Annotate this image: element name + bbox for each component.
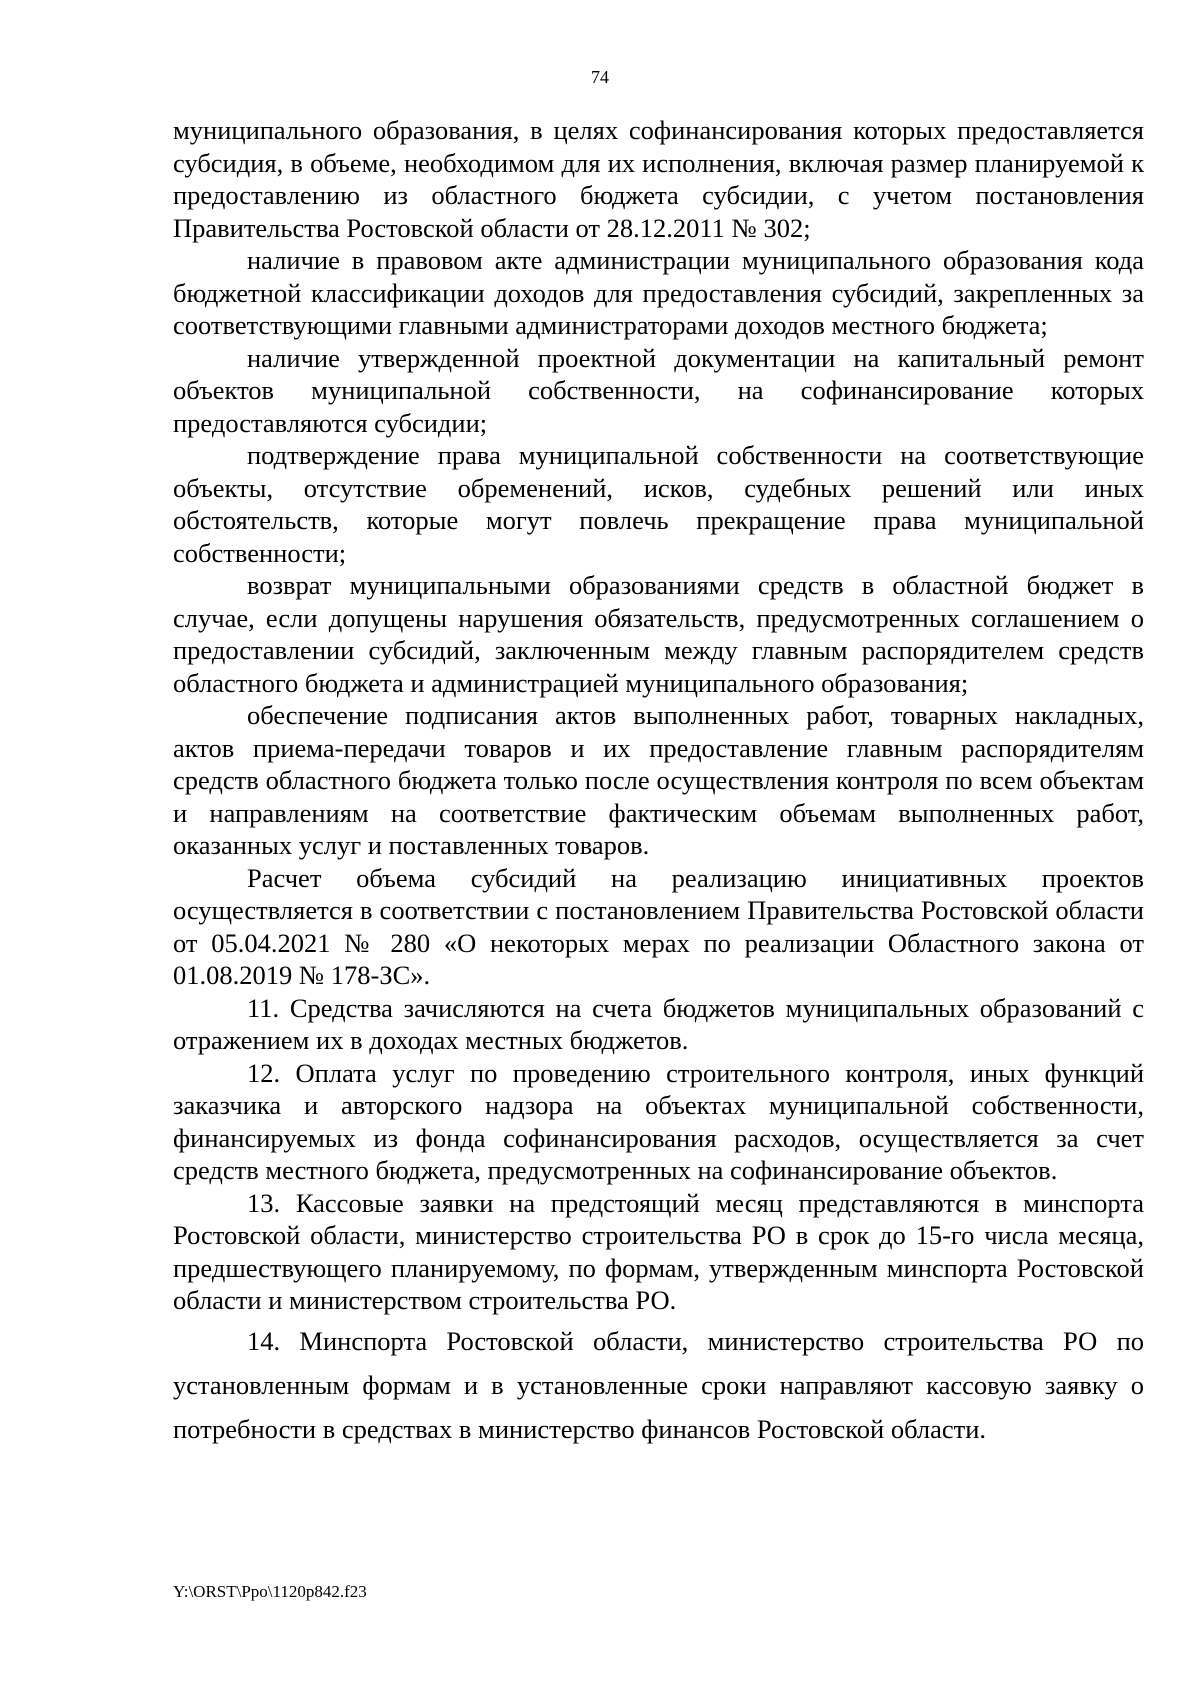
paragraph-continuation: муниципального образования, в целях софинансирования которых предоставляется субсидия, в объеме, необходимом для их исполнения, включая размер планируемой к предоставлению из областного бюджета субсидии, с учетом постановления Правительства Ростовской области от 28.12.2011 № 302; <box>173 115 1144 243</box>
file-path-footer: Y:\ORST\Ppo\1120p842.f23 <box>173 1582 367 1601</box>
paragraph-item-14: 14. Минспорта Ростовской области, министерство строительства РО по установленным формам и в установленные сроки направляют кассовую заявку о потребности в средствах в министерство финансов Ростовской области. <box>173 1325 1144 1444</box>
document-body <box>173 114 1144 1451</box>
paragraph-item-12: 12. Оплата услуг по проведению строительного контроля, иных функций заказчика и авторского надзора на объектах муниципальной собственности, финансируемых из фонда софинансирования расходов, осуществляется за счет средств местного бюджета, предусмотренных на софинансирование объектов. <box>173 1057 1144 1185</box>
paragraph-acts-signing: обеспечение подписания актов выполненных работ, товарных накладных, актов приема-передачи товаров и их предоставление главным распорядителям средств областного бюджета только после осуществления контроля по всем объектам и направлениям на соответствие фактическим объемам выполненных работ, оказанных услуг и поставленных товаров. <box>173 700 1144 860</box>
paragraph-property-rights: подтверждение права муниципальной собственности на соответствующие объекты, отсутствие обременений, исков, судебных решений или иных обстоятельств, которые могут повлечь прекращение права муниципальной собственности; <box>173 440 1144 568</box>
page-number: 74 <box>591 67 609 87</box>
paragraph-legal-act-code: наличие в правовом акте администрации муниципального образования кода бюджетной классификации доходов для предоставления субсидий, закрепленных за соответствующими главными администраторами доходов местного бюджета; <box>173 245 1144 340</box>
paragraph-item-13: 13. Кассовые заявки на предстоящий месяц представляются в минспорта Ростовской области, министерство строительства РО в срок до 15-го числа месяца, предшествующего планируемому, по формам, утвержденным минспорта Ростовской области и министерством строительства РО. <box>173 1187 1144 1315</box>
paragraph-funds-return: возврат муниципальными образованиями средств в областной бюджет в случае, если допущены нарушения обязательств, предусмотренных соглашением о предоставлении субсидий, заключенным между главным распорядителем средств областного бюджета и администрацией муниципального образования; <box>173 570 1144 698</box>
paragraph-subsidy-calculation: Расчет объема субсидий на реализацию инициативных проектов осуществляется в соответствии с постановлением Правительства Ростовской области от 05.04.2021 № 280 «О некоторых мерах по реализации Областного закона от 01.08.2019 № 178-ЗС». <box>173 862 1144 990</box>
paragraph-project-documentation: наличие утвержденной проектной документации на капитальный ремонт объектов муниципальной собственности, на софинансирование которых предоставляются субсидии; <box>173 342 1144 438</box>
paragraph-item-11: 11. Средства зачисляются на счета бюджетов муниципальных образований с отражением их в доходах местных бюджетов. <box>173 992 1144 1055</box>
